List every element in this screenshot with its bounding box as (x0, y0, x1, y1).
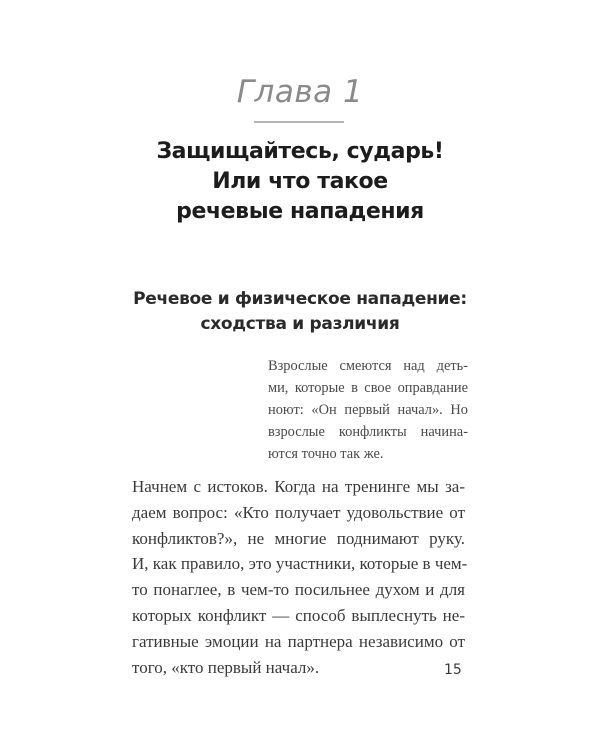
epigraph-line: ются точно так же. (268, 446, 384, 462)
epigraph (268, 355, 468, 465)
body-line: того, «кто первый начал». (132, 657, 320, 677)
section-heading (0, 287, 600, 337)
body-line: даем вопрос: «Кто получает удовольствие от (132, 502, 465, 522)
chapter-title-line: речевые нападения (176, 199, 424, 224)
chapter-title-line: Или что такое (212, 169, 388, 194)
chapter-divider (254, 121, 344, 123)
body-line: то понаглее, в чем-то посильнее духом и для (132, 580, 465, 600)
body-line: которых конфликт — способ выплеснуть не- (132, 605, 465, 625)
body-paragraph (132, 474, 468, 680)
epigraph-line: ми, которые в свое оправдание (268, 380, 468, 396)
chapter-label: Глава 1 (236, 74, 364, 110)
body-line: И, как правило, это участники, которые в чем- (132, 554, 468, 574)
epigraph-line: взрослые конфликты начина- (268, 424, 468, 440)
body-line: конфликтов?», не многие поднимают руку. (132, 528, 465, 548)
epigraph-line: Взрослые смеются над деть- (268, 358, 468, 374)
epigraph-line: ноют: «Он первый начал». Но (268, 402, 468, 418)
chapter-title-line: Защищайтесь, сударь! (156, 139, 444, 164)
page-number: 15 (444, 662, 462, 678)
chapter-title (0, 137, 600, 227)
body-line: Начнем с истоков. Когда на тренинге мы за- (132, 477, 465, 496)
section-heading-line: Речевое и физическое нападение: (133, 289, 467, 309)
section-heading-line: сходства и различия (200, 314, 400, 334)
body-line: гативные эмоции на партнера независимо от (132, 631, 465, 651)
